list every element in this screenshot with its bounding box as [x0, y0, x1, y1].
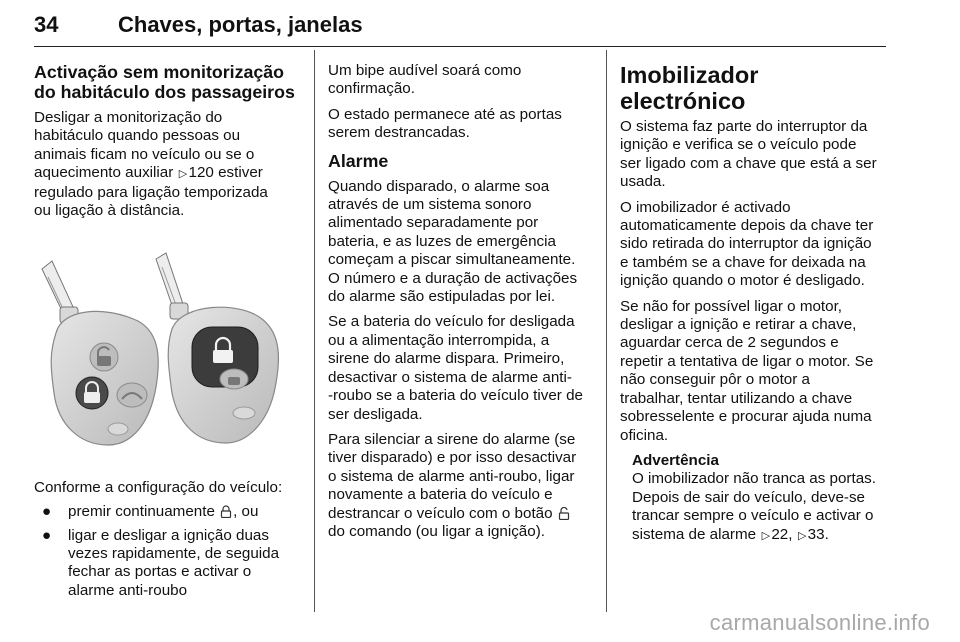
- column-1: [34, 62, 300, 605]
- page-header: [34, 12, 886, 42]
- column-3: [620, 62, 888, 545]
- key-fob-right: [168, 308, 278, 444]
- key-blade-right: [156, 253, 188, 319]
- warning-title: Advertência: [632, 451, 719, 469]
- page-number: 34: [34, 12, 59, 37]
- unlock-icon: [557, 507, 571, 520]
- watermark: carmanualsonline.info: [709, 610, 930, 635]
- list-item: ● ligar e desligar a ignição duas vezes rapidamente, de seguida fechar as portas e activar o alarme anti-roubo: [42, 526, 280, 599]
- key-fob-illustration: [34, 247, 296, 455]
- list-item: ● premir continuamente , ou: [42, 503, 259, 521]
- header-rule: [34, 46, 886, 47]
- paragraph-activated: O imobilizador é activado automaticamente depois da chave ter sido retirada do interruptor da ignição e também se a chave for deixada na ignição quando o motor é desligado.: [620, 198, 874, 290]
- warning-box: Advertência O imobilizador não tranca as portas. Depois de sair do veículo, deve-se trancar sempre o veículo e activar o sistema de alarme ▷22, ▷33.: [632, 452, 888, 545]
- page-reference[interactable]: 120: [188, 164, 214, 182]
- configuration-note: Conforme a configuração do veículo:: [34, 478, 283, 496]
- lock-icon: [219, 505, 233, 518]
- paragraph-alarm-triggered: Quando disparado, o alarme soa através de um sistema sonoro alimentado separadamente por bateria, e as luzes de emergência começam a piscar simultaneamente. O número e a duração de activações do alarme são estipuladas por lei.: [328, 177, 578, 306]
- section-heading-alarm: Alarme: [328, 150, 389, 171]
- paragraph-state: O estado permanece até as portas serem destrancadas.: [328, 105, 562, 142]
- key-blade-left: [42, 261, 78, 323]
- paragraph-silence: Para silenciar a sirene do alarme (se tiver disparado) e por isso desactivar o sistema de alarme anti-roubo, ligar novamente a bateria do veículo e destrancar o veículo com o botão do comando (ou ligar a ignição).: [328, 430, 577, 540]
- column-divider: [314, 50, 315, 612]
- paragraph-system: O sistema faz parte do interruptor da ignição e verifica se o veículo pode ser ligado com a chave que está a ser usada.: [620, 118, 877, 191]
- triangle-right-icon: ▷: [178, 168, 188, 181]
- page-reference[interactable]: 22: [771, 525, 789, 543]
- triangle-right-icon: ▷: [761, 529, 771, 542]
- unlock-icon: [228, 377, 240, 385]
- bullet-list: [34, 503, 300, 600]
- page-reference[interactable]: 33: [807, 525, 825, 543]
- column-divider: [606, 50, 607, 612]
- paragraph-no-start: Se não for possível ligar o motor, desligar a ignição e retirar a chave, aguardar cerca de 2 segundos e repetir a tentativa de ligar o motor. Se não conseguir pôr o motor a trabalhar, tentar utilizando a chave sobresselente e procurar ajuda numa oficina.: [620, 297, 874, 444]
- paragraph-battery: Se a bateria do veículo for desligada ou a alimentação interrompida, a sirene do alarme dispara. Primeiro, desactivar o sistema de alarme anti- -roubo se a bateria do veículo tiver de ser desligada.: [328, 313, 583, 423]
- section-heading-activation: Activação sem monitorização do habitáculo dos passageiros: [34, 62, 295, 102]
- page-title: Chaves, portas, janelas: [118, 12, 363, 37]
- column-2: [328, 62, 592, 548]
- key-fob-left: [51, 312, 158, 446]
- trunk-button: [117, 383, 147, 407]
- paragraph-disable-monitoring: Desligar a monitorização do habitáculo quando pessoas ou animais ficam no veículo ou se o aquecimento auxiliar ▷120 estiver regulado para ligação temporizada ou ligação à distância.: [34, 109, 268, 220]
- triangle-right-icon: ▷: [797, 529, 807, 542]
- paragraph-beep: Um bipe audível soará como confirmação.: [328, 62, 522, 98]
- section-heading-immobilizer: Imobilizador electrónico: [620, 62, 759, 114]
